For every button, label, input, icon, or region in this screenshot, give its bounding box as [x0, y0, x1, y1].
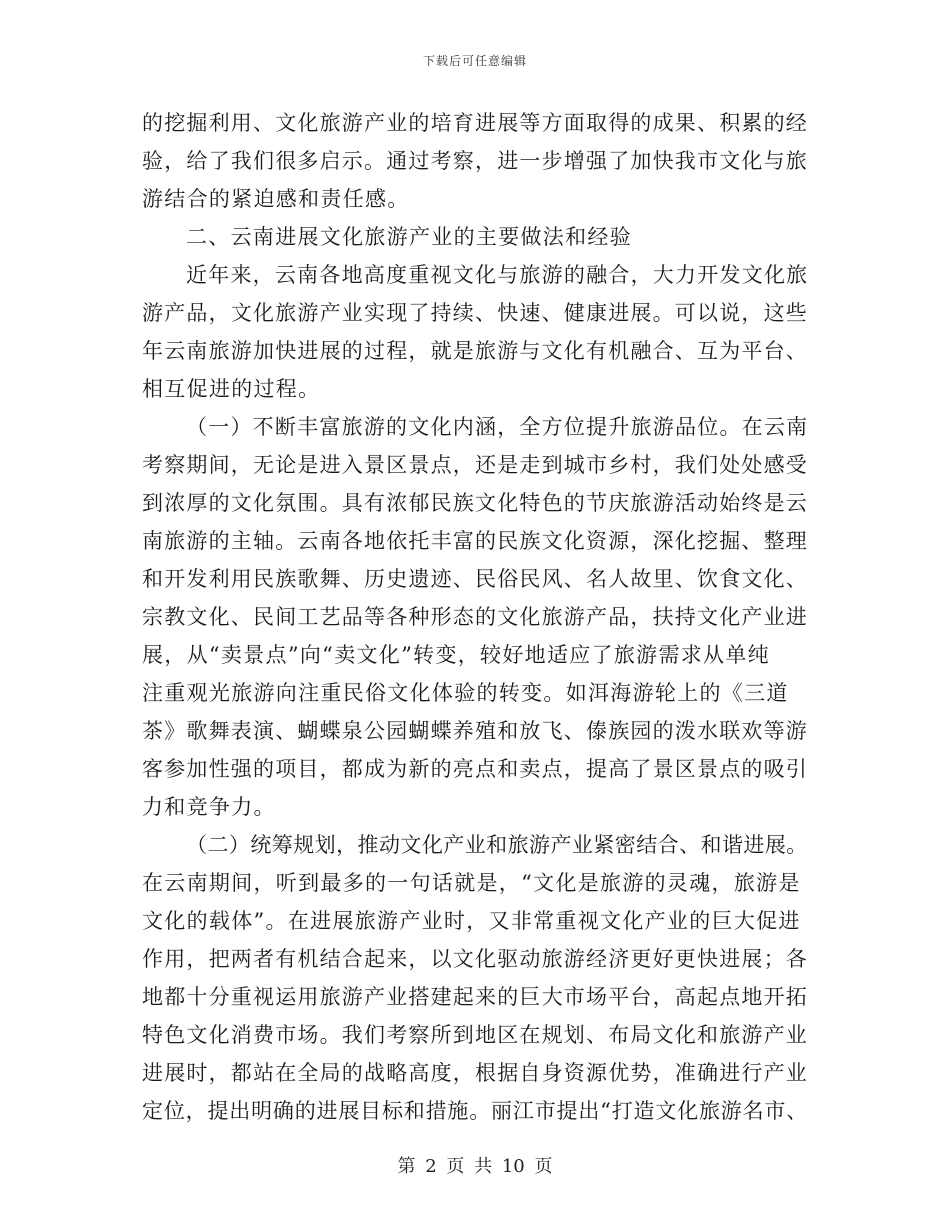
- text-line: 和开发利用民族歌舞、历史遗迹、民俗民风、名人故里、饮食文化、: [142, 567, 808, 591]
- text-line: 客参加性强的项目，都成为新的亮点和卖点，提高了景区景点的吸引: [142, 757, 808, 781]
- text-line: 特色文化消费市场。我们考察所到地区在规划、布局文化和旅游产业: [142, 1023, 808, 1047]
- text-line: 游产品，文化旅游产业实现了持续、快速、健康进展。可以说，这些: [142, 301, 808, 325]
- text-line: 茶》歌舞表演、蝴蝶泉公园蝴蝶养殖和放飞、傣族园的泼水联欢等游: [142, 719, 808, 743]
- subsection-line: （一）不断丰富旅游的文化内涵，全方位提升旅游品位。在云南: [186, 415, 809, 439]
- text-line: 在云南期间，听到最多的一句话就是，“文化是旅游的灵魂，旅游是: [142, 871, 801, 895]
- text-line: 游结合的紧迫感和责任感。: [142, 187, 410, 211]
- text-line: 地都十分重视运用旅游产业搭建起来的巨大市场平台，高起点地开拓: [142, 985, 808, 1009]
- text-line: 南旅游的主轴。云南各地依托丰富的民族文化资源，深化挖掘、整理: [142, 529, 808, 553]
- text-line: 定位，提出明确的进展目标和措施。丽江市提出“打造文化旅游名市、: [142, 1099, 809, 1123]
- text-line: 近年来，云南各地高度重视文化与旅游的融合，大力开发文化旅: [186, 263, 809, 287]
- section-heading: 二、云南进展文化旅游产业的主要做法和经验: [186, 225, 632, 249]
- text-line: 的挖掘利用、文化旅游产业的培育进展等方面取得的成果、积累的经: [142, 111, 808, 135]
- document-body: [142, 104, 808, 1130]
- text-line: 展，从“卖景点”向“卖文化”转变，较好地适应了旅游需求从单纯: [142, 643, 770, 667]
- text-line: 相互促进的过程。: [142, 377, 321, 401]
- text-line: 力和竞争力。: [142, 795, 276, 819]
- text-line: 注重观光旅游向注重民俗文化体验的转变。如洱海游轮上的《三道: [142, 681, 789, 705]
- text-line: 进展时，都站在全局的战略高度，根据自身资源优势，准确进行产业: [142, 1061, 808, 1085]
- page-header: 下载后可任意编辑: [422, 54, 527, 68]
- text-line: 验，给了我们很多启示。通过考察，进一步增强了加快我市文化与旅: [142, 149, 808, 173]
- text-line: 到浓厚的文化氛围。具有浓郁民族文化特色的节庆旅游活动始终是云: [142, 491, 808, 515]
- page-number: 第 2 页 共 10 页: [397, 1156, 553, 1177]
- text-line: 文化的载体”。在进展旅游产业时，又非常重视文化产业的巨大促进: [142, 909, 801, 933]
- text-line: 作用，把两者有机结合起来，以文化驱动旅游经济更好更快进展；各: [142, 947, 808, 971]
- text-line: 年云南旅游加快进展的过程，就是旅游与文化有机融合、互为平台、: [142, 339, 808, 363]
- text-line: 宗教文化、民间工艺品等各种形态的文化旅游产品，扶持文化产业进: [142, 605, 808, 629]
- text-line: 考察期间，无论是进入景区景点，还是走到城市乡村，我们处处感受: [142, 453, 808, 477]
- subsection-line: （二）统筹规划，推动文化产业和旅游产业紧密结合、和谐进展。: [186, 833, 808, 857]
